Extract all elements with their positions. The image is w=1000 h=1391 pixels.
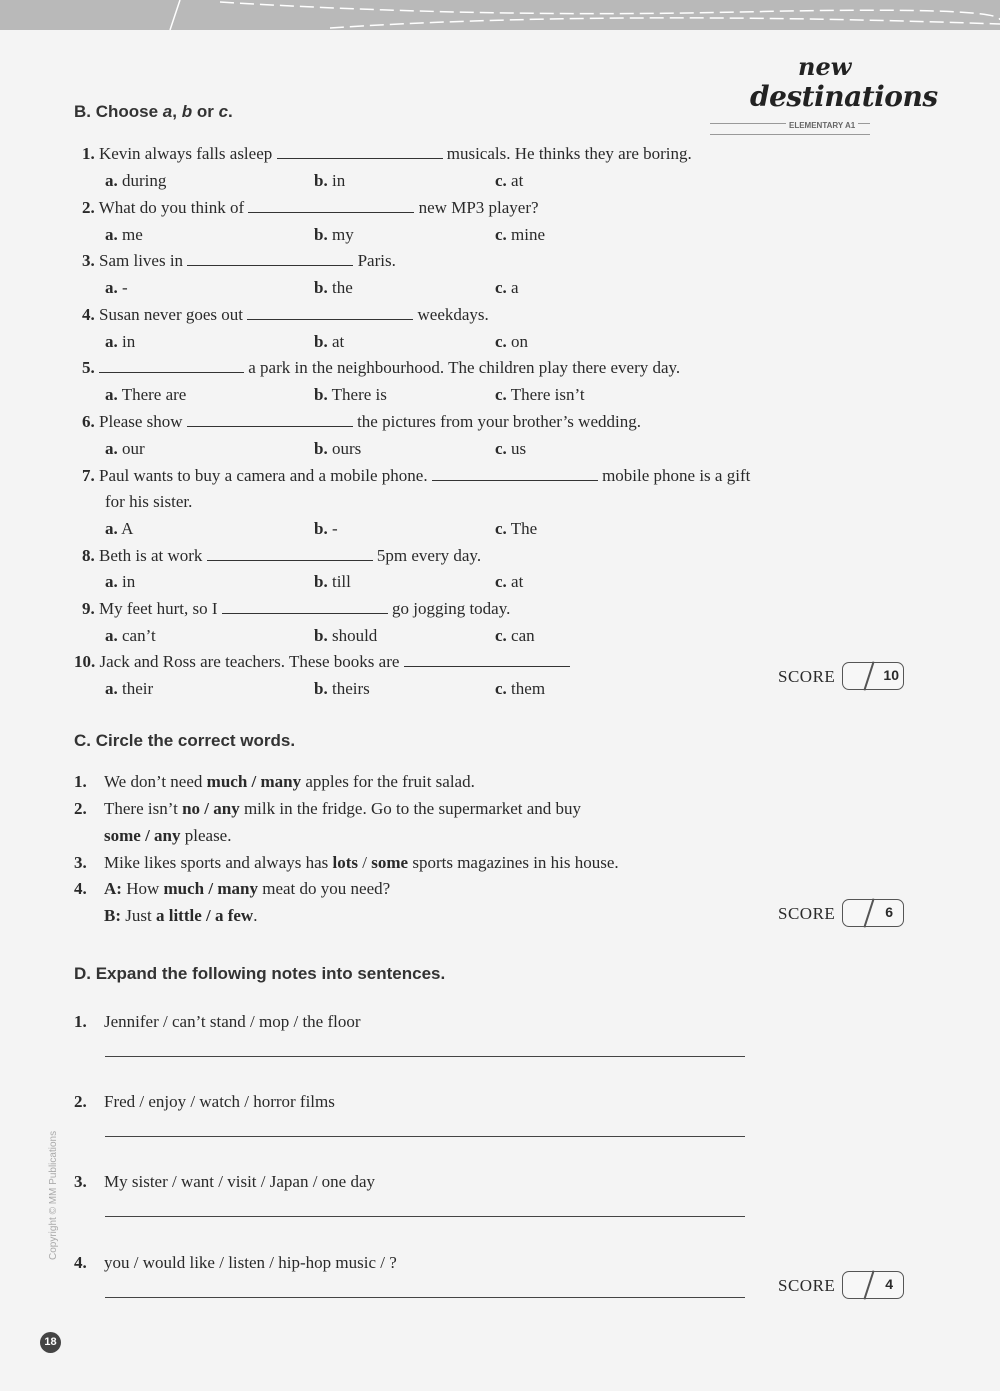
answer-blank[interactable] — [277, 144, 443, 159]
option-b[interactable]: b. There is — [314, 385, 387, 404]
question-2: 2. What do you think of new MP3 player? — [82, 198, 539, 217]
section-b-score-label: SCORE — [778, 667, 836, 686]
question-9: 9. My feet hurt, so I go jogging today. — [82, 599, 511, 618]
section-c-title: C. Circle the correct words. — [74, 731, 296, 750]
logo-destinations: destinations — [750, 80, 938, 113]
question-4: 4. Susan never goes out weekdays. — [82, 305, 489, 324]
answer-blank[interactable] — [222, 599, 388, 614]
option-c[interactable]: c. them — [495, 679, 546, 698]
question-10: 10. Jack and Ross are teachers. These books are — [74, 652, 570, 672]
logo-level: ELEMENTARY A1 — [786, 121, 858, 130]
expand-item-1: 1. Jennifer / can’t stand / mop / the floor — [74, 1012, 361, 1031]
logo-new: new — [798, 52, 852, 81]
option-a[interactable]: a. There are — [105, 385, 187, 404]
option-c[interactable]: c. a — [495, 278, 519, 297]
option-b[interactable]: b. at — [314, 332, 345, 351]
answer-blank[interactable] — [187, 412, 353, 427]
answer-blank[interactable] — [99, 358, 244, 373]
answer-line[interactable] — [105, 1056, 745, 1057]
option-c[interactable]: c. mine — [495, 225, 546, 244]
score-total: 4 — [885, 1276, 893, 1292]
section-d-score-label: SCORE — [778, 1276, 836, 1295]
option-b[interactable]: b. in — [314, 171, 346, 190]
option-a[interactable]: a. me — [105, 225, 143, 244]
question-3: 3. Sam lives in Paris. — [82, 251, 396, 270]
section-c-score-box[interactable] — [842, 899, 904, 927]
option-a[interactable]: a. during — [105, 171, 167, 190]
option-c[interactable]: c. There isn’t — [495, 385, 585, 404]
circle-item-1: 1. We don’t need much / many apples for the fruit salad. — [74, 772, 475, 791]
section-b-score-box[interactable] — [842, 662, 904, 690]
question-number: 6. — [82, 412, 95, 431]
answer-blank[interactable] — [404, 652, 570, 667]
question-1: 1. Kevin always falls asleep musicals. He thinks they are boring. — [82, 144, 692, 163]
top-decorative-band — [0, 0, 1000, 30]
copyright-notice: Copyright © MM Publications — [48, 1130, 59, 1260]
page-number: 18 — [40, 1332, 61, 1353]
question-number: 2. — [82, 198, 95, 217]
question-5: 5. a park in the neighbourhood. The children play there every day. — [82, 358, 681, 377]
answer-blank[interactable] — [247, 305, 413, 320]
answer-line[interactable] — [105, 1136, 745, 1137]
question-7: 7. Paul wants to buy a camera and a mobile phone. mobile phone is a gift — [82, 466, 751, 485]
question-number: 9. — [82, 599, 95, 618]
section-b-title: B. Choose a, b or c. — [74, 102, 233, 121]
option-c[interactable]: c. at — [495, 572, 524, 591]
circle-item-4: 4. A: How much / many meat do you need? — [74, 879, 391, 898]
question-number: 7. — [82, 466, 95, 485]
option-a[interactable]: a. in — [105, 572, 136, 591]
option-a[interactable]: a. can’t — [105, 626, 156, 645]
option-a[interactable]: a. - — [105, 278, 128, 297]
question-7-continuation: for his sister. — [105, 492, 193, 511]
answer-line[interactable] — [105, 1297, 745, 1298]
option-c[interactable]: c. on — [495, 332, 529, 351]
question-number: 8. — [82, 546, 95, 565]
question-number: 4. — [82, 305, 95, 324]
circle-item-2-continuation: some / any please. — [104, 826, 232, 845]
question-number: 10. — [74, 652, 96, 671]
question-number: 1. — [82, 144, 95, 163]
dashed-curve-decoration — [0, 0, 1000, 30]
option-c[interactable]: c. The — [495, 519, 538, 538]
answer-blank[interactable] — [432, 466, 598, 481]
word-choice[interactable]: much / many — [206, 772, 302, 791]
option-b[interactable]: b. till — [314, 572, 351, 591]
option-b[interactable]: b. the — [314, 278, 353, 297]
word-choice[interactable]: no / any — [182, 799, 240, 818]
answer-blank[interactable] — [207, 546, 373, 561]
option-c[interactable]: c. us — [495, 439, 527, 458]
section-d-score-box[interactable] — [842, 1271, 904, 1299]
circle-item-2: 2. There isn’t no / any milk in the fridge. Go to the supermarket and buy — [74, 799, 582, 818]
word-choice[interactable]: lots — [332, 853, 359, 872]
answer-line[interactable] — [105, 1216, 745, 1217]
option-c[interactable]: c. can — [495, 626, 535, 645]
question-number: 5. — [82, 358, 95, 377]
section-d-title: D. Expand the following notes into sentences. — [74, 964, 446, 983]
option-b[interactable]: b. my — [314, 225, 354, 244]
word-choice[interactable]: some — [371, 853, 409, 872]
option-b[interactable]: b. theirs — [314, 679, 370, 698]
circle-item-3: 3. Mike likes sports and always has lots / some sports magazines in his house. — [74, 853, 619, 872]
word-choice[interactable]: some / any — [104, 826, 181, 845]
expand-item-4: 4. you / would like / listen / hip-hop music / ? — [74, 1253, 397, 1272]
score-total: 10 — [883, 667, 899, 683]
option-b[interactable]: b. should — [314, 626, 378, 645]
expand-item-3: 3. My sister / want / visit / Japan / one day — [74, 1172, 376, 1191]
question-number: 3. — [82, 251, 95, 270]
option-c[interactable]: c. at — [495, 171, 524, 190]
option-a[interactable]: a. our — [105, 439, 145, 458]
expand-item-2: 2. Fred / enjoy / watch / horror films — [74, 1092, 335, 1111]
word-choice[interactable]: much / many — [163, 879, 258, 898]
section-c-score-label: SCORE — [778, 904, 836, 923]
option-b[interactable]: b. - — [314, 519, 338, 538]
option-a[interactable]: a. in — [105, 332, 136, 351]
option-a[interactable]: a. A — [105, 519, 134, 538]
question-6: 6. Please show the pictures from your brother’s wedding. — [82, 412, 641, 431]
word-choice[interactable]: a little / a few — [155, 906, 254, 925]
option-b[interactable]: b. ours — [314, 439, 362, 458]
option-a[interactable]: a. their — [105, 679, 154, 698]
answer-blank[interactable] — [248, 198, 414, 213]
score-total: 6 — [885, 904, 893, 920]
answer-blank[interactable] — [187, 251, 353, 266]
question-8: 8. Beth is at work 5pm every day. — [82, 546, 482, 565]
circle-item-4-reply: B: Just a little / a few. — [104, 906, 258, 925]
